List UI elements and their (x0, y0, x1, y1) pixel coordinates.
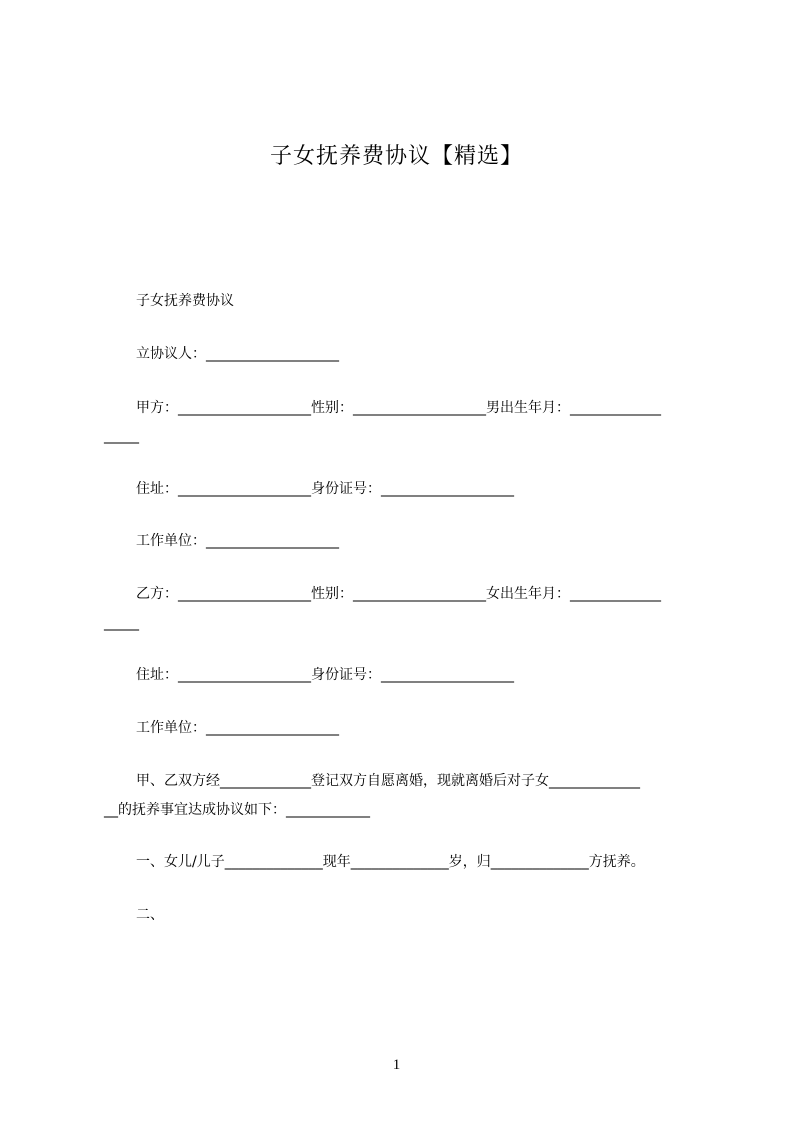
paragraph-clause-2: 二、 (136, 907, 164, 923)
paragraph-heading: 子女抚养费协议 (136, 293, 234, 309)
page-number: 1 (392, 1057, 401, 1073)
paragraph-agreement: 甲、乙双方经_____________登记双方自愿离婚，现就离婚后对子女_____________ (136, 773, 640, 789)
paragraph-party-b: 乙方：___________________性别：___________________女出生年月：_____________ (136, 586, 661, 602)
paragraph-agreement-continued: __的抚养事宜达成协议如下：____________ (104, 802, 370, 818)
page-title: 子女抚养费协议【精选】 (269, 144, 523, 169)
paragraph-party-a-address: 住址：___________________身份证号：___________________ (136, 481, 514, 497)
paragraph-clause-1: 一、女儿/儿子______________现年______________岁，归______________方抚养。 (136, 854, 645, 870)
paragraph-party-a-employer: 工作单位：___________________ (136, 533, 339, 549)
paragraph-party-b-continued: _____ (104, 615, 139, 631)
paragraph-party-b-employer: 工作单位：___________________ (136, 720, 339, 736)
paragraph-party-a: 甲方：___________________性别：___________________男出生年月：_____________ (136, 400, 661, 416)
paragraph-parties: 立协议人：___________________ (136, 346, 339, 362)
paragraph-party-a-continued: _____ (104, 428, 139, 444)
paragraph-party-b-address: 住址：___________________身份证号：___________________ (136, 667, 514, 683)
